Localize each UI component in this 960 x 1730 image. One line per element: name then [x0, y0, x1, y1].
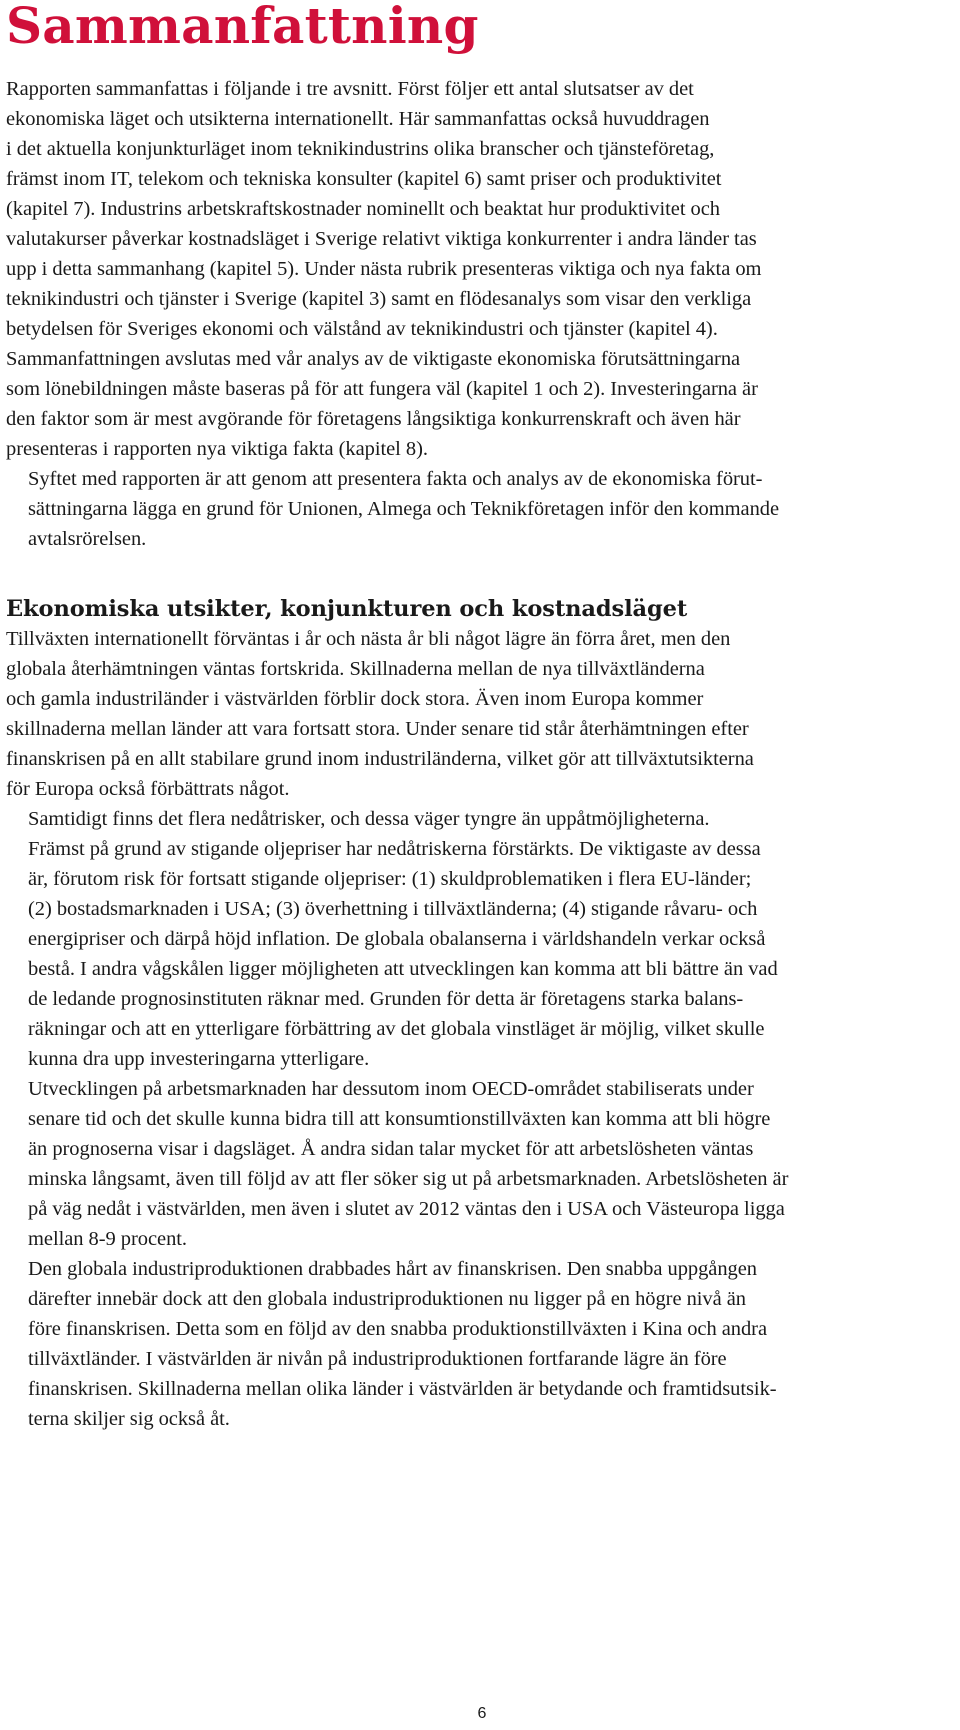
outlook-paragraph-4 — [6, 1254, 958, 1434]
text-line: terna skiljer sig också åt. — [28, 1408, 230, 1430]
section-heading: Ekonomiska utsikter, konjunkturen och kostnadsläget — [6, 596, 688, 622]
outlook-paragraph-1 — [6, 624, 958, 804]
text-line: mellan 8-9 procent. — [28, 1228, 188, 1250]
page-number: 6 — [477, 1705, 487, 1722]
text-line: på väg nedåt i västvärlden, men även i slutet av 2012 väntas den i USA och Västeuropa ligga — [28, 1198, 785, 1220]
intro-section — [6, 74, 958, 554]
text-line: Sammanfattningen avslutas med vår analys av de viktigaste ekonomiska förutsättningarna — [6, 348, 741, 370]
intro-paragraph-2 — [6, 464, 958, 554]
text-line: tillväxtländer. I västvärlden är nivån på industriproduktionen fortfarande lägre än före — [28, 1348, 727, 1370]
text-line: i det aktuella konjunkturläget inom teknikindustrins olika branscher och tjänsteföretag, — [6, 138, 715, 160]
text-line: energipriser och därpå höjd inflation. De globala obalanserna i världshandeln verkar också — [28, 928, 766, 950]
text-line: finanskrisen på en allt stabilare grund inom industriländerna, vilket gör att tillväxtutsikterna — [6, 748, 754, 770]
text-line: Främst på grund av stigande oljepriser har nedåtriskerna förstärkts. De viktigaste av dessa — [28, 838, 761, 860]
economic-outlook-section — [6, 594, 958, 1434]
text-line: Samtidigt finns det flera nedåtrisker, och dessa väger tyngre än uppåtmöjligheterna. — [28, 808, 710, 830]
text-line: räkningar och att en ytterligare förbättring av det globala vinstläget är möjlig, vilket skulle — [28, 1018, 765, 1040]
text-line: Tillväxten internationellt förväntas i år och nästa år bli något lägre än förra året, men den — [6, 628, 731, 650]
text-line: (2) bostadsmarknaden i USA; (3) överhettning i tillväxtländerna; (4) stigande råvaru- och — [28, 898, 758, 920]
text-line: och gamla industriländer i västvärlden förblir dock stora. Även inom Europa kommer — [6, 688, 704, 710]
text-line: de ledande prognosinstituten räknar med. Grunden för detta är företagens starka balans- — [28, 988, 744, 1010]
text-line: än prognoserna visar i dagsläget. Å andra sidan talar mycket för att arbetslösheten väntas — [28, 1138, 754, 1160]
text-line: Utvecklingen på arbetsmarknaden har dessutom inom OECD-området stabiliserats under — [28, 1078, 754, 1100]
text-line: som lönebildningen måste baseras på för att fungera väl (kapitel 1 och 2). Investeringarna är — [6, 378, 758, 400]
text-line: är, förutom risk för fortsatt stigande oljepriser: (1) skuldproblematiken i flera EU-länder; — [28, 868, 752, 890]
outlook-paragraph-3 — [6, 1074, 958, 1254]
text-line: för Europa också förbättrats något. — [6, 778, 290, 800]
text-line: Syftet med rapporten är att genom att presentera fakta och analys av de ekonomiska förut- — [28, 468, 763, 490]
text-line: före finanskrisen. Detta som en följd av den snabba produktionstillväxten i Kina och andra — [28, 1318, 767, 1340]
text-line: främst inom IT, telekom och tekniska konsulter (kapitel 6) samt priser och produktivitet — [6, 168, 722, 190]
text-line: upp i detta sammanhang (kapitel 5). Under nästa rubrik presenteras viktiga och nya fakta om — [6, 258, 762, 280]
text-line: betydelsen för Sveriges ekonomi och välstånd av teknikindustri och tjänster (kapitel 4). — [6, 318, 718, 340]
text-line: bestå. I andra vågskålen ligger möjligheten att utvecklingen kan komma att bli bättre än vad — [28, 958, 778, 980]
text-line: kunna dra upp investeringarna ytterligare. — [28, 1048, 370, 1070]
text-line: valutakurser påverkar kostnadsläget i Sverige relativt viktiga konkurrenter i andra länder tas — [6, 228, 757, 250]
text-line: presenteras i rapporten nya viktiga fakta (kapitel 8). — [6, 438, 428, 460]
text-line: skillnaderna mellan länder att vara fortsatt stora. Under senare tid står återhämtningen efter — [6, 718, 749, 740]
text-line: den faktor som är mest avgörande för företagens långsiktiga konkurrenskraft och även här — [6, 408, 741, 430]
text-line: sättningarna lägga en grund för Unionen, Almega och Teknikföretagen inför den kommande — [28, 498, 780, 520]
text-line: därefter innebär dock att den globala industriproduktionen nu ligger på en högre nivå än — [28, 1288, 746, 1310]
text-line: finanskrisen. Skillnaderna mellan olika länder i västvärlden är betydande och framtidsutsik- — [28, 1378, 777, 1400]
text-line: senare tid och det skulle kunna bidra till att konsumtionstillväxten kan komma att bli högre — [28, 1108, 771, 1130]
intro-paragraph-1 — [6, 74, 958, 464]
text-line: minska långsamt, även till följd av att fler söker sig ut på arbetsmarknaden. Arbetslösheten är — [28, 1168, 789, 1190]
outlook-paragraph-2 — [6, 804, 958, 1074]
text-line: teknikindustri och tjänster i Sverige (kapitel 3) samt en flödesanalys som visar den verkliga — [6, 288, 752, 310]
text-line: globala återhämtningen väntas fortskrida. Skillnaderna mellan de nya tillväxtländerna — [6, 658, 705, 680]
text-line: Rapporten sammanfattas i följande i tre avsnitt. Först följer ett antal slutsatser av det — [6, 78, 694, 100]
text-line: Den globala industriproduktionen drabbades hårt av finanskrisen. Den snabba uppgången — [28, 1258, 757, 1280]
text-line: avtalsrörelsen. — [28, 528, 147, 550]
page-title: Sammanfattning — [6, 0, 479, 55]
text-line: ekonomiska läget och utsikterna internationellt. Här sammanfattas också huvuddragen — [6, 108, 710, 130]
text-line: (kapitel 7). Industrins arbetskraftskostnader nominellt och beaktat hur produktivitet och — [6, 198, 721, 220]
